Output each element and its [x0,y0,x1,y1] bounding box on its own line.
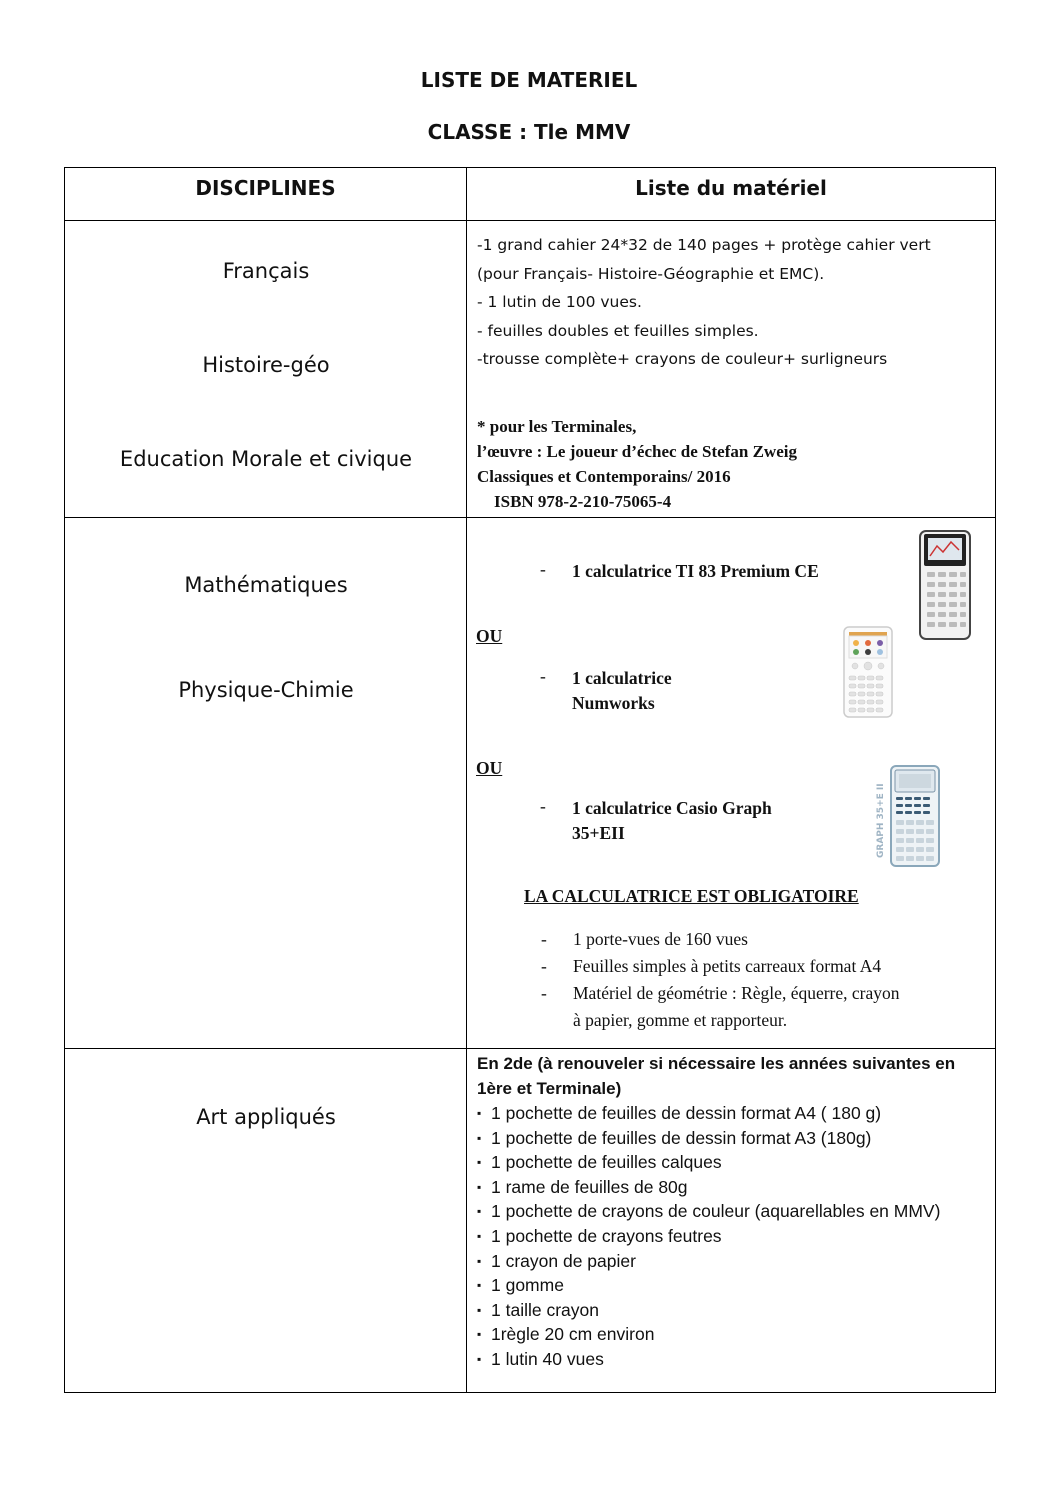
or-separator: OU [476,758,503,778]
discipline-mathematiques: Mathématiques [184,573,348,597]
list-item: ▪ 1 lutin 40 vues [477,1348,604,1369]
materials-cell [467,221,996,518]
ti83-calculator-image [919,530,971,640]
list-item: - Feuilles simples à petits carreaux format A4 [541,956,882,976]
discipline-art-appliques: Art appliqués [196,1105,336,1129]
book-line: ISBN 978-2-210-75065-4 [477,492,672,511]
numworks-calculator-image [843,626,893,718]
calculator-ti83: 1 calculatrice TI 83 Premium CE [572,561,819,581]
list-item: ▪ 1 pochette de feuilles de dessin format A3 (180g) [477,1127,872,1148]
disciplines-cell [65,221,467,518]
discipline-physique-chimie: Physique-Chimie [178,678,354,702]
calculator-mandatory-notice: LA CALCULATRICE EST OBLIGATOIRE [524,886,859,906]
list-item: ▪ 1 crayon de papier [477,1250,636,1271]
discipline-francais: Français [222,259,310,283]
materials-cell [467,518,996,1049]
header-disciplines: DISCIPLINES [65,168,467,221]
list-item: ▪ 1 gomme [477,1275,564,1296]
book-line: Classiques et Contemporains/ 2016 [477,467,731,486]
list-item: ▪ 1 taille crayon [477,1299,599,1320]
dash-marker: - [540,559,546,579]
list-item: - 1 lutin de 100 vues. [477,293,642,311]
book-line: * pour les Terminales, [477,417,637,436]
art-heading: En 2de (à renouveler si nécessaire les années suivantes en 1ère et Terminale) [477,1054,956,1098]
list-item: ▪ 1 pochette de crayons feutres [477,1225,722,1246]
table-row [65,518,996,1049]
casio-graph-calculator-image [871,764,941,868]
list-item: - 1 porte-vues de 160 vues [541,929,748,949]
list-item: (pour Français- Histoire-Géographie et EMC). [477,264,825,283]
list-item: - Matériel de géométrie : Règle, équerre, crayon à papier, gomme et rapporteur. [541,983,900,1030]
list-item: -1 grand cahier 24*32 de 140 pages + protège cahier vert [477,236,931,254]
list-item: ▪ 1 pochette de crayons de couleur (aquarellables en MMV) [477,1201,941,1222]
maths-materials-list [541,926,900,1034]
list-item: - feuilles doubles et feuilles simples. [477,321,759,340]
list-item: ▪ 1 rame de feuilles de 80g [477,1176,688,1197]
disciplines-cell [65,518,467,1049]
list-item: ▪ 1règle 20 cm environ [477,1324,655,1345]
calculator-numworks: 1 calculatrice Numworks [572,668,672,713]
list-item: -trousse complète+ crayons de couleur+ surligneurs [477,350,888,368]
disciplines-cell [65,1049,467,1393]
dash-marker: - [540,666,546,686]
calculator-casio: 1 calculatrice Casio Graph 35+EII [572,798,772,843]
table-header-row [65,168,996,221]
header-liste: Liste du matériel [467,168,996,221]
table-row [65,1049,996,1393]
discipline-emc: Education Morale et civique [119,447,413,471]
book-line: l’œuvre : Le joueur d’échec de Stefan Zweig [477,442,797,461]
art-materials-list [477,1101,987,1372]
francais-materials-list [477,231,931,374]
book-reference [477,414,797,514]
table-row [65,221,996,518]
list-item: ▪ 1 pochette de feuilles de dessin format A4 ( 180 g) [477,1103,882,1123]
or-separator: OU [476,626,503,646]
document-title: LISTE DE MATERIEL [420,68,638,92]
class-title: CLASSE : Tle MMV [427,120,631,144]
materials-table [64,167,996,1393]
dash-marker: - [540,796,546,816]
materials-cell [467,1049,996,1393]
list-item: ▪ 1 pochette de feuilles calques [477,1152,722,1173]
discipline-histoire-geo: Histoire-géo [202,353,330,377]
svg-text:GRAPH 35+E II: GRAPH 35+E II [876,783,886,858]
